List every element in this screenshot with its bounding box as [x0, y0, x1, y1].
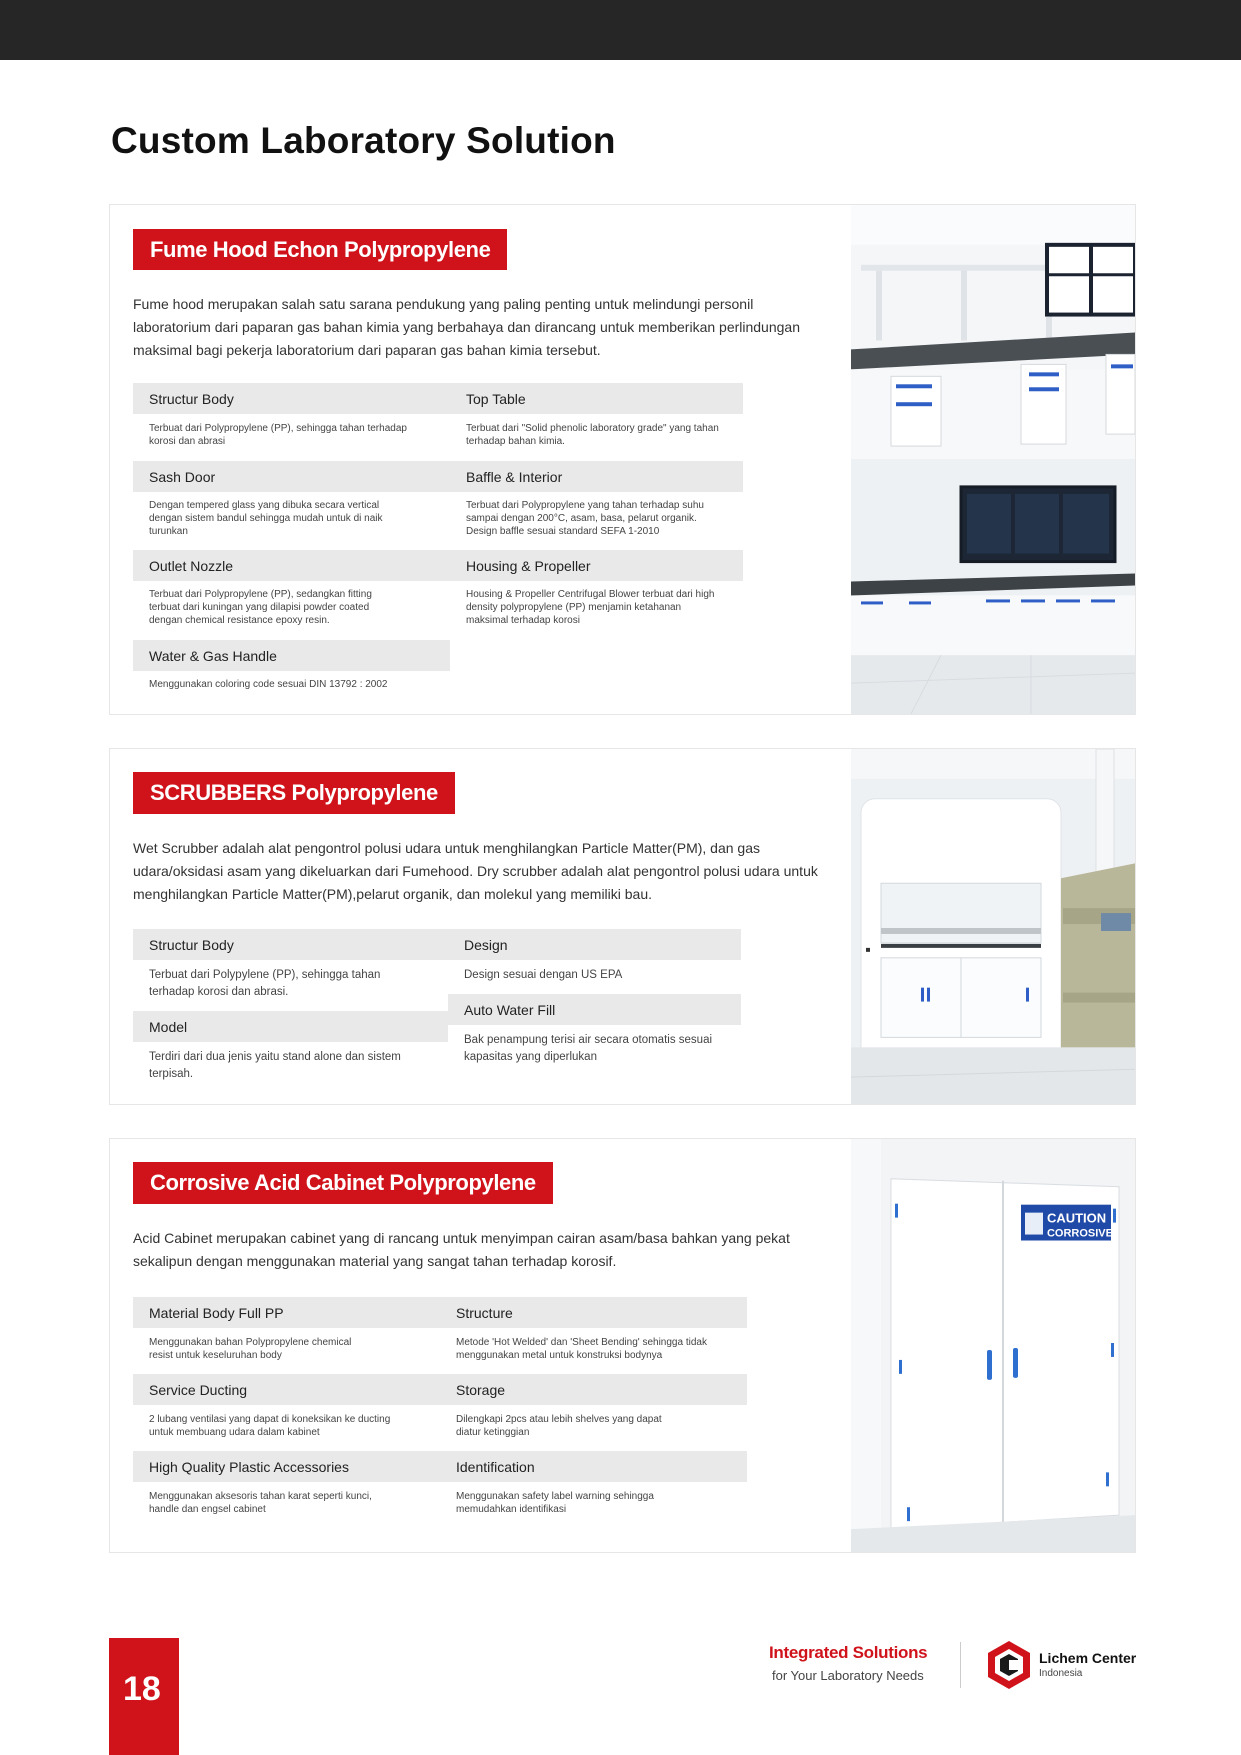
brand-subtitle: Indonesia: [1039, 1668, 1083, 1679]
spec-label: Outlet Nozzle: [133, 550, 450, 581]
footer-tagline-sub: for Your Laboratory Needs: [772, 1668, 924, 1683]
spec-label: Service Ducting: [133, 1374, 440, 1405]
spec-desc: Design sesuai dengan US EPA: [464, 969, 623, 981]
spec-label: Structur Body: [133, 929, 448, 960]
spec-desc: Terdiri dari dua jenis yaitu stand alone dan sistem terpisah.: [149, 1051, 401, 1080]
footer-divider: [960, 1642, 961, 1688]
caution-sign-line2: CORROSIVE: [1047, 1227, 1113, 1240]
spec-desc: Dengan tempered glass yang dibuka secara vertical dengan sistem bandul sehingga mudah untuk di naik turunkan: [149, 500, 383, 537]
spec-label: Top Table: [450, 383, 743, 414]
section-acid-cabinet: [109, 1138, 1136, 1553]
section-scrubbers: [109, 748, 1136, 1105]
spec-desc: Terbuat dari Polypylene (PP), sehingga tahan terhadap korosi dan abrasi.: [149, 969, 381, 998]
spec-desc: Terbuat dari Polypropylene (PP), sedangkan fitting terbuat dari kuningan yang dilapisi powder coated dengan chemical resistance epoxy resin.: [149, 589, 372, 626]
spec-label: Sash Door: [133, 461, 450, 492]
lichem-logo-icon: [987, 1640, 1031, 1690]
spec-desc: Menggunakan safety label warning sehingga memudahkan identifikasi: [456, 1491, 654, 1515]
spec-label: Storage: [440, 1374, 747, 1405]
spec-desc: Terbuat dari Polypropylene (PP), sehingga tahan terhadap korosi dan abrasi: [149, 423, 407, 447]
spec-desc: Menggunakan aksesoris tahan karat seperti kunci, handle dan engsel cabinet: [149, 1491, 372, 1515]
spec-label: Auto Water Fill: [448, 994, 741, 1025]
spec-label: Identification: [440, 1451, 747, 1482]
section-title: SCRUBBERS Polypropylene: [133, 772, 455, 814]
spec-desc: Metode 'Hot Welded' dan 'Sheet Bending' sehingga tidak menggunakan metal untuk konstruksi bodynya: [456, 1337, 707, 1361]
spec-label: Design: [448, 929, 741, 960]
spec-label: Housing & Propeller: [450, 550, 743, 581]
spec-desc: Menggunakan bahan Polypropylene chemical resist untuk keseluruhan body: [149, 1337, 352, 1361]
brand-name: Lichem Center: [1039, 1650, 1137, 1666]
spec-desc: Terbuat dari Polypropylene yang tahan terhadap suhu sampai dengan 200°C, asam, basa, pelarut organik. Design baffle sesuai standard SEFA 1-2010: [466, 500, 704, 537]
spec-label: Water & Gas Handle: [133, 640, 450, 671]
spec-label: Baffle & Interior: [450, 461, 743, 492]
caution-sign-line1: CAUTION: [1047, 1210, 1107, 1226]
section-intro: Acid Cabinet merupakan cabinet yang di rancang untuk menyimpan cairan asam/basa bahkan yang pekat sekalipun dengan menggunakan material yang sangat tahan terhadap korosif.: [133, 1230, 790, 1269]
spec-desc: 2 lubang ventilasi yang dapat di koneksikan ke ducting untuk membuang udara dalam kabinet: [149, 1414, 391, 1438]
spec-desc: Housing & Propeller Centrifugal Blower terbuat dari high density polypropylene (PP) menjamin ketahanan maksimal terhadap korosi: [466, 589, 715, 626]
scrubber-photo: [851, 749, 1135, 1104]
acid-cabinet-photo: [851, 1139, 1135, 1552]
spec-label: Model: [133, 1011, 448, 1042]
spec-desc: Terbuat dari "Solid phenolic laboratory grade" yang tahan terhadap bahan kimia.: [466, 423, 719, 447]
section-title: Corrosive Acid Cabinet Polypropylene: [133, 1162, 553, 1204]
fume-hood-photo: [851, 205, 1135, 714]
spec-desc: Menggunakan coloring code sesuai DIN 13792 : 2002: [149, 679, 388, 690]
page-number: 18: [109, 1638, 179, 1755]
spec-label: Structur Body: [133, 383, 450, 414]
section-intro: Fume hood merupakan salah satu sarana pendukung yang paling penting untuk melindungi personil laboratorium dari paparan gas bahan kimia yang berbahaya dan dirancang untuk memberikan perlindungan maksimal bagi pekerja laboratorium dari paparan gas bahan kimia tersebut.: [133, 296, 800, 358]
caution-corrosive-sign: [1021, 1205, 1113, 1241]
spec-desc: Bak penampung terisi air secara otomatis sesuai kapasitas yang diperlukan: [464, 1034, 713, 1063]
spec-desc: Dilengkapi 2pcs atau lebih shelves yang dapat diatur ketinggian: [456, 1414, 662, 1438]
section-title: Fume Hood Echon Polypropylene: [133, 229, 507, 270]
footer-tagline: Integrated Solutions: [769, 1643, 928, 1662]
spec-label: High Quality Plastic Accessories: [133, 1451, 440, 1482]
page-title: Custom Laboratory Solution: [111, 120, 616, 161]
section-fume-hood: [109, 204, 1136, 715]
section-intro: Wet Scrubber adalah alat pengontrol polusi udara untuk menghilangkan Particle Matter(PM), dan gas udara/oksidasi asam yang dikeluarkan dari Fumehood. Dry scrubber adalah alat pengontrol polusi udara untuk menghilangkan Particle Matter(PM),pelarut organik, dan molekul yang memiliki bau.: [133, 840, 818, 902]
top-bar: [0, 0, 1241, 60]
spec-label: Structure: [440, 1297, 747, 1328]
spec-label: Material Body Full PP: [133, 1297, 440, 1328]
